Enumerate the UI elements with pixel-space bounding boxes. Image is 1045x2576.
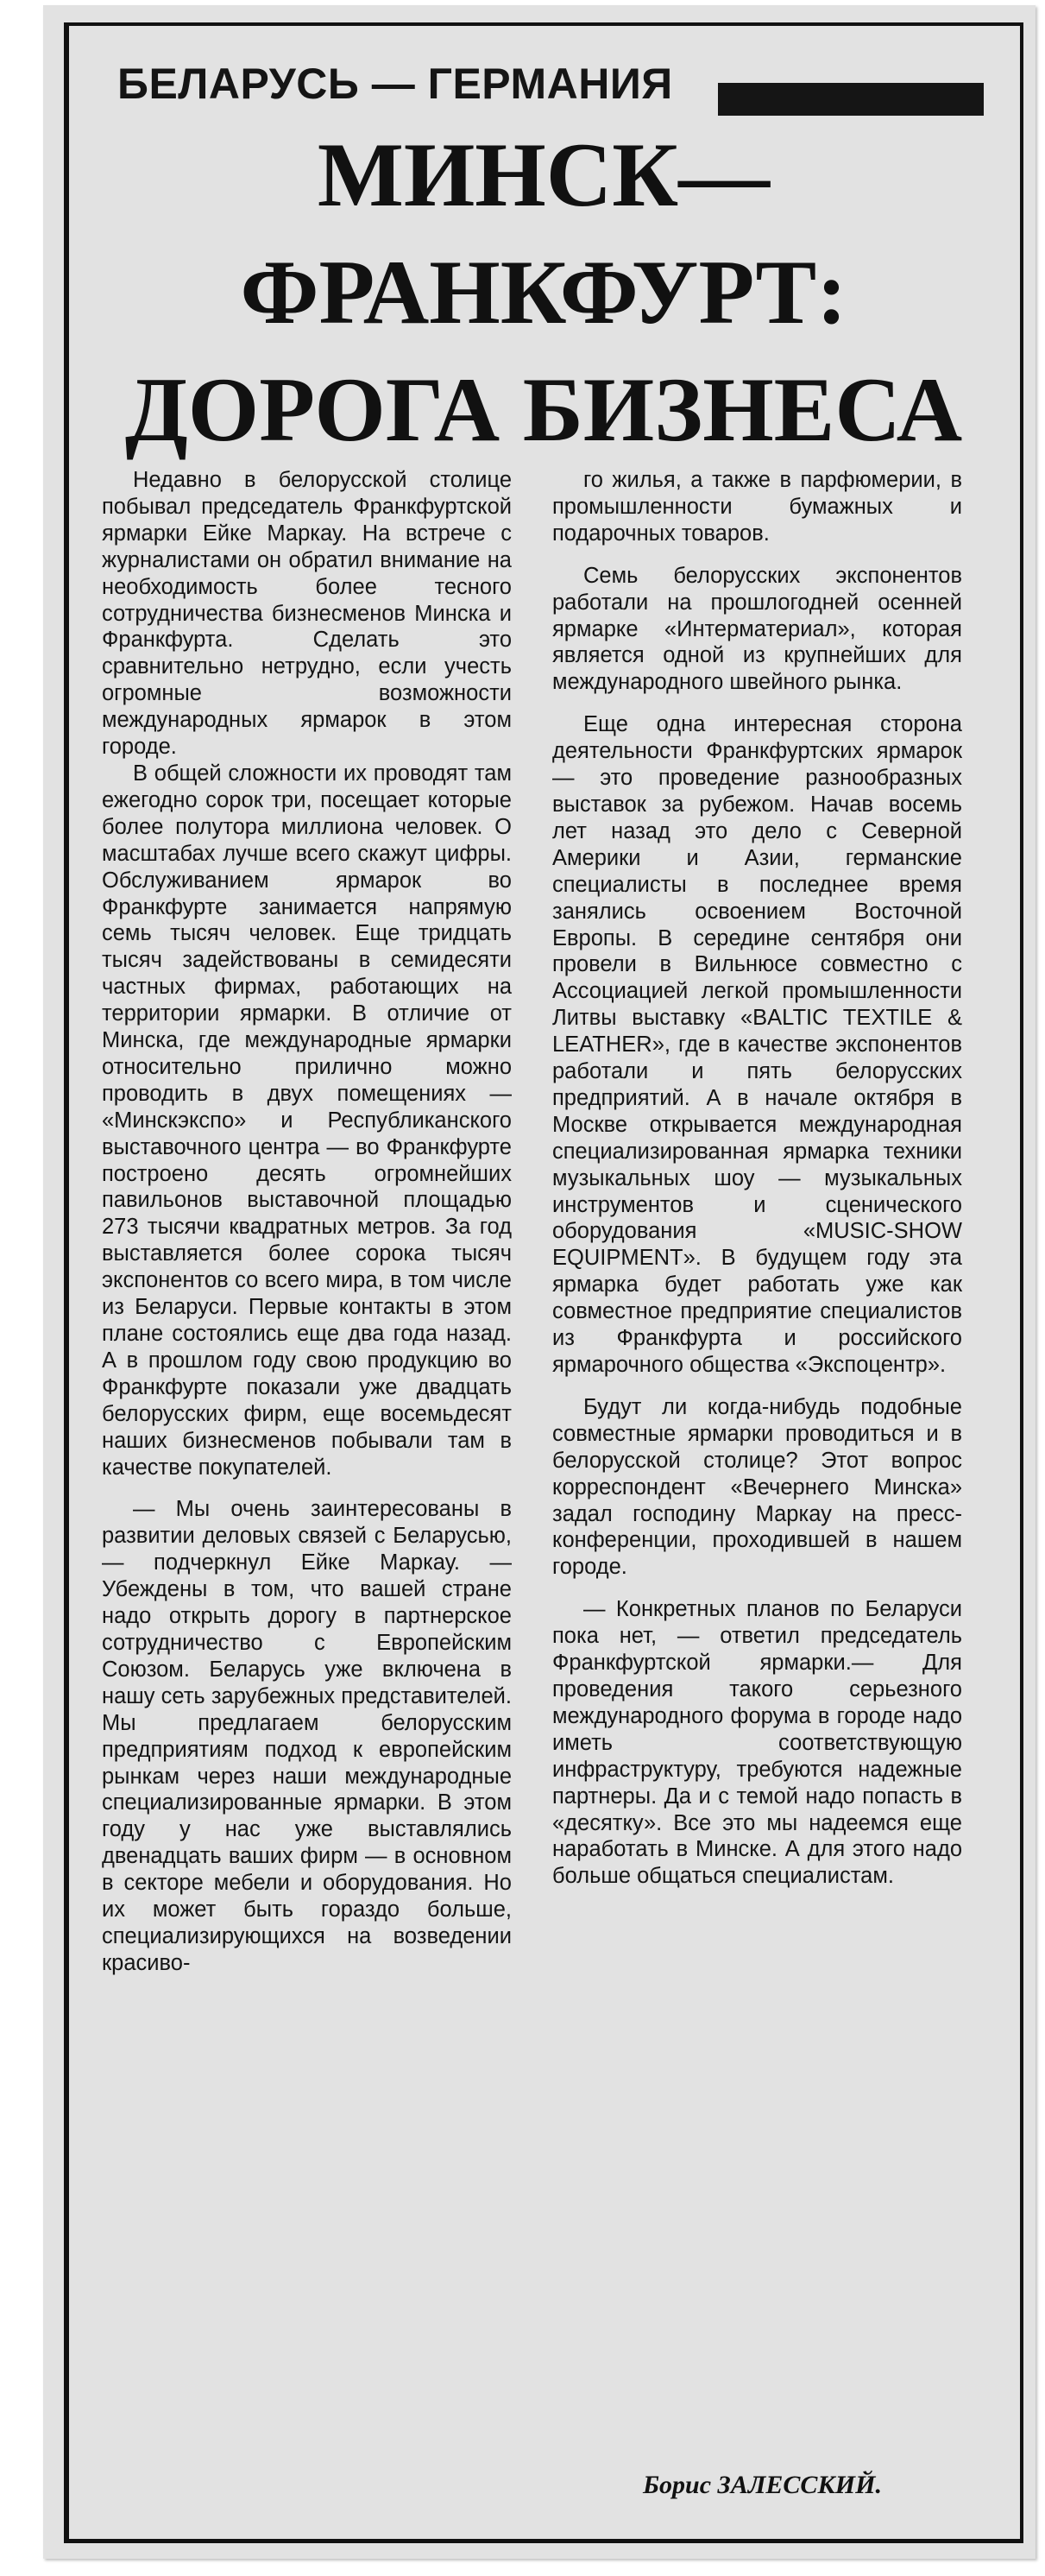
section-rubric: БЕЛАРУСЬ — ГЕРМАНИЯ [117, 60, 673, 108]
author-signature: Борис ЗАЛЕССКИЙ. [643, 2471, 882, 2499]
paragraph: Еще одна интересная сторона деятельности Франкфуртских ярмарок — это проведение разнообразных выставок за рубежом. Начав восемь лет назад это дело с Северной Америки и Азии, германские специалисты в последнее время занялись освоением Восточной Европы. В середине сентября они провели в Вильнюсе совместно с Ассоциацией легкой промышленности Литвы выставку «BALTIC TEXTILE & LEATHER», где в качестве экспонентов работали и пять белорусских предприятий. А в начале октября в Москве открывается международная специализированная ярмарка техники музыкальных шоу — музыкальных инструментов и сценического оборудования «MUSIC-SHOW EQUIPMENT». В будущем году эта ярмарка будет работать уже как совместное предприятие специалистов из Франкфурта и российского ярмарочного общества «Экспоцентр». [552, 712, 962, 1377]
headline-line-2: ФРАНКФУРТ: [240, 242, 847, 343]
paragraph: Недавно в белорусской столице побывал председатель Франкфуртской ярмарки Ейке Маркау. На встрече с журналистами он обратил внимание на необходимость более тесного сотрудничества бизнесменов Минска и Франкфурта. Сделать это сравнительно нетрудно, если учесть огромные возможности международных ярмарок в этом городе. [102, 468, 512, 760]
paragraph: Семь белорусских экспонентов работали на прошлогодней осенней ярмарке «Интерматериал», которая является одной из крупнейших для международного швейного рынка. [552, 563, 962, 695]
paragraph: Будут ли когда-нибудь подобные совместные ярмарки проводиться и в белорусской столице? Этот вопрос корреспондент «Вечернего Минска» задал господину Маркау на пресс-конференции, проходившей в нашем городе. [552, 1394, 962, 1580]
paragraph: го жилья, а также в парфюмерии, в промышленности бумажных и подарочных товаров. [552, 468, 962, 546]
headline-line-1: МИНСК— [317, 124, 771, 225]
paragraph: — Мы очень заинтересованы в развитии деловых связей с Беларусью,— подчеркнул Ейке Маркау. — Убеждены в том, что вашей стране надо открыть дорогу в партнерское сотрудничество с Европейским Союзом. Беларусь уже включена в нашу сеть зарубежных представителей. Мы предлагаем белорусским предприятиям подход к европейским рынкам через наши международные специализированные ярмарки. В этом году у нас уже выставлялись двенадцать ваших фирм — в основном в секторе мебели и оборудования. Но их может быть гораздо больше, специализирующихся на возведении красиво- [102, 1497, 512, 1975]
rubric-bar [718, 83, 984, 116]
headline-line-3: ДОРОГА БИЗНЕСА [124, 359, 963, 460]
paragraph: В общей сложности их проводят там ежегодно сорок три, посещает которые более полутора миллиона человек. О масштабах лучше всего скажут цифры. Обслуживанием ярмарок во Франкфурте занимается напрямую семь тысяч человек. Еще тридцать тысяч задействованы в семидесяти частных фирмах, работающих на территории ярмарки. В отличие от Минска, где международные ярмарки относительно прилично можно проводить в двух помещениях — «Минскэкспо» и Республиканского выставочного центра — во Франкфурте построено десять огромнейших павильонов выставочной площадью 273 тысячи квадратных метров. За год выставляется более сорока тысяч экспонентов со всего мира, в том числе из Беларуси. Первые контакты в этом плане состоялись еще два года назад. А в прошлом году свою продукцию во Франкфурте показали уже двадцать белорусских фирм, еще восемьдесят наших бизнесменов побывали там в качестве покупателей. [102, 761, 512, 1480]
paragraph: — Конкретных планов по Беларуси пока нет, — ответил председатель Франкфуртской ярмарки.— Для проведения такого серьезного международного форума в городе надо иметь соответствующую инфраструктуру, требуются надежные партнеры. Да и с темой надо попасть в «десятку». Все это мы надеемся еще наработать в Минске. А для этого надо больше общаться специалистам. [552, 1597, 962, 1889]
article-column-right [552, 467, 962, 1890]
article-column-left [102, 467, 512, 1977]
